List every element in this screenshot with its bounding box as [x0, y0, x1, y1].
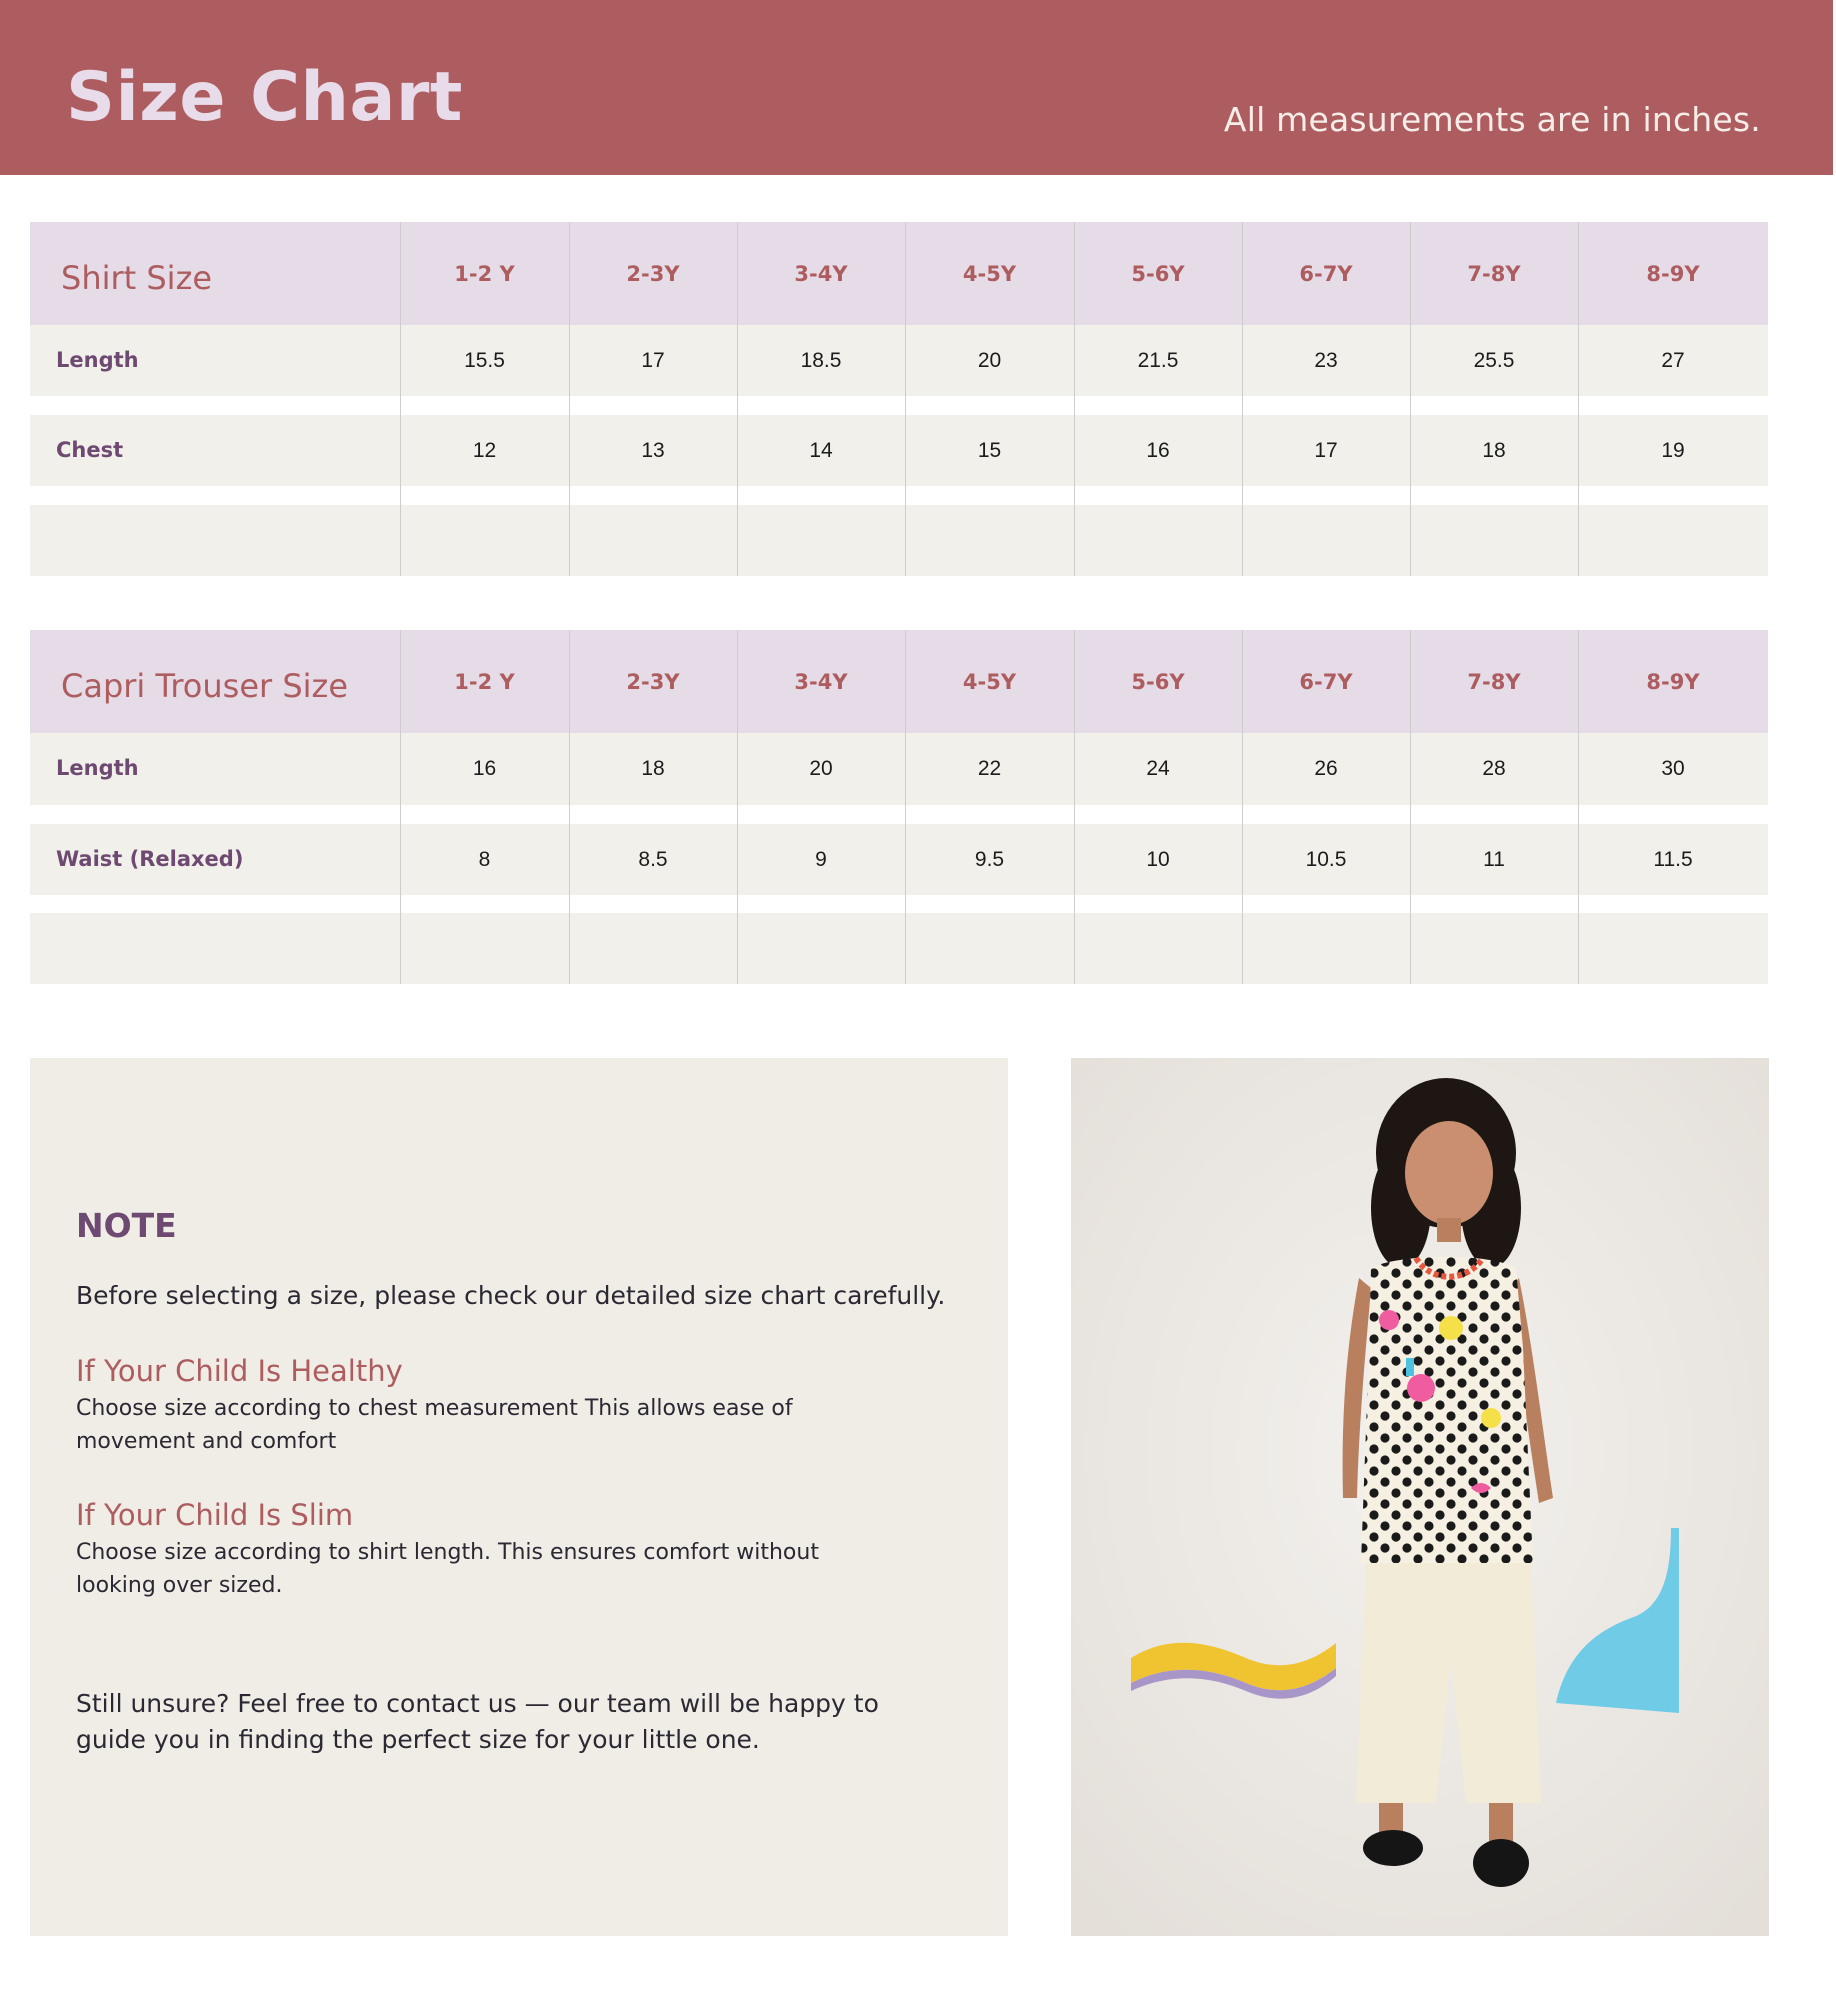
table-row — [30, 824, 1768, 895]
header-banner — [0, 0, 1833, 175]
shirt-size-table — [30, 222, 1768, 576]
table-cell — [1242, 325, 1410, 396]
column-divider — [569, 222, 570, 576]
table-title-cell — [30, 222, 400, 325]
size-label: 6-7Y — [1299, 261, 1353, 286]
table-cell — [1578, 325, 1768, 396]
cell-value: 23 — [1314, 348, 1338, 372]
cell-value: 13 — [641, 438, 665, 462]
table-cell — [905, 733, 1074, 805]
cell-value: 17 — [1314, 438, 1338, 462]
cell-value: 9.5 — [974, 847, 1005, 871]
table-header-row — [30, 630, 1768, 733]
size-header-cell — [1074, 630, 1242, 733]
table-cell — [1410, 733, 1578, 805]
note-intro: Before selecting a size, please check our detailed size chart carefully. — [76, 1281, 946, 1310]
size-label: 2-3Y — [626, 261, 680, 286]
table-cell — [569, 733, 737, 805]
row-label-cell — [30, 733, 400, 805]
cell-value: 27 — [1661, 348, 1685, 372]
size-label: 5-6Y — [1131, 669, 1185, 694]
cell-value: 14 — [809, 438, 833, 462]
column-divider — [569, 630, 570, 984]
table-header-row — [30, 222, 1768, 325]
size-label: 3-4Y — [794, 669, 848, 694]
table-cell — [400, 733, 569, 805]
size-header-cell — [1242, 222, 1410, 325]
table-cell — [737, 733, 905, 805]
cell-value: 15 — [977, 438, 1002, 462]
row-label: Length — [56, 347, 139, 372]
cell-value: 26 — [1314, 757, 1338, 780]
size-header-cell — [400, 222, 569, 325]
note-body-slim: Choose size according to shirt length. This ensures comfort without looking over sized. — [76, 1540, 819, 1598]
size-label: 8-9Y — [1646, 261, 1700, 286]
cell-value: 9 — [815, 847, 827, 871]
note-body-healthy: Choose size according to chest measurement This allows ease of movement and comfort — [76, 1396, 793, 1454]
table-cell — [569, 415, 737, 486]
size-label: 7-8Y — [1467, 261, 1521, 286]
note-heading-slim: If Your Child Is Slim — [76, 1498, 354, 1532]
size-header-cell — [1578, 222, 1768, 325]
model-photo — [1071, 1058, 1769, 1936]
size-header-cell — [1242, 630, 1410, 733]
size-label: 8-9Y — [1646, 669, 1700, 694]
table-cell — [737, 824, 905, 895]
size-header-cell — [569, 630, 737, 733]
size-label: 3-4Y — [794, 261, 848, 286]
cell-value: 12 — [472, 438, 497, 462]
table-cell — [1074, 733, 1242, 805]
table-title: Capri Trouser Size — [61, 666, 349, 705]
table-row — [30, 415, 1768, 486]
column-divider — [400, 630, 401, 984]
size-header-cell — [1410, 630, 1578, 733]
column-divider — [1074, 630, 1075, 984]
table-cell — [737, 415, 905, 486]
column-divider — [400, 222, 401, 576]
column-divider — [1410, 630, 1411, 984]
table-title-cell — [30, 630, 400, 733]
column-divider — [905, 630, 906, 984]
size-label: 2-3Y — [626, 669, 680, 694]
cell-value: 11 — [1483, 847, 1505, 871]
table-cell — [569, 325, 737, 396]
column-divider — [1242, 222, 1243, 576]
cell-value: 21.5 — [1137, 348, 1179, 372]
column-divider — [1242, 630, 1243, 984]
table-cell — [1410, 415, 1578, 486]
size-header-cell — [1410, 222, 1578, 325]
table-cell — [1578, 733, 1768, 805]
table-cell — [1578, 824, 1768, 895]
size-header-cell — [905, 222, 1074, 325]
column-divider — [1074, 222, 1075, 576]
size-label: 4-5Y — [962, 261, 1017, 286]
row-label: Length — [56, 756, 139, 780]
cell-value: 16 — [1146, 438, 1170, 462]
size-label: 1-2 Y — [454, 669, 515, 694]
cell-value: 28 — [1482, 757, 1506, 780]
table-cell — [1242, 824, 1410, 895]
table-row — [30, 733, 1768, 805]
table-cell — [1242, 733, 1410, 805]
table-cell — [905, 824, 1074, 895]
page-title: Size Chart — [66, 58, 463, 137]
row-label-cell — [30, 824, 400, 895]
table-cell — [1074, 415, 1242, 486]
column-divider — [737, 222, 738, 576]
cell-value: 16 — [472, 757, 497, 780]
size-label: 7-8Y — [1467, 669, 1521, 694]
cell-value: 11.5 — [1653, 847, 1693, 871]
row-label: Chest — [56, 437, 124, 462]
column-divider — [737, 630, 738, 984]
row-label-cell — [30, 325, 400, 396]
cell-value: 24 — [1146, 757, 1170, 780]
size-header-cell — [1074, 222, 1242, 325]
measurement-unit-note: All measurements are in inches. — [1223, 100, 1761, 139]
cell-value: 30 — [1661, 757, 1685, 780]
cell-value: 19 — [1661, 438, 1685, 462]
table-cell — [1578, 415, 1768, 486]
table-cell — [1242, 415, 1410, 486]
table-cell — [737, 325, 905, 396]
column-divider — [1410, 222, 1411, 576]
table-row — [30, 325, 1768, 396]
size-header-cell — [737, 222, 905, 325]
cell-value: 8 — [478, 847, 491, 871]
note-contact-text: Still unsure? Feel free to contact us — our team will be happy to guide you in finding the perfect size for your little one. — [76, 1689, 879, 1754]
column-divider — [1578, 222, 1579, 576]
size-header-cell — [1578, 630, 1768, 733]
size-label: 4-5Y — [962, 669, 1017, 694]
table-cell — [400, 415, 569, 486]
capri-trouser-size-table — [30, 630, 1768, 984]
cell-value: 17 — [641, 348, 665, 372]
cell-value: 22 — [977, 757, 1002, 780]
table-cell — [400, 824, 569, 895]
child-model-illustration — [1071, 1058, 1769, 1936]
cell-value: 10 — [1146, 847, 1170, 871]
note-panel — [30, 1058, 1008, 1936]
size-header-cell — [569, 222, 737, 325]
cell-value: 20 — [809, 757, 833, 780]
note-title: NOTE — [76, 1206, 177, 1245]
size-label: 1-2 Y — [454, 261, 515, 286]
cell-value: 20 — [977, 348, 1002, 372]
cell-value: 25.5 — [1473, 348, 1515, 372]
cell-value: 8.5 — [638, 847, 668, 871]
table-title: Shirt Size — [61, 258, 213, 297]
cell-value: 18 — [641, 757, 665, 780]
cell-value: 10.5 — [1305, 847, 1347, 871]
size-label: 5-6Y — [1131, 261, 1185, 286]
table-cell — [1410, 325, 1578, 396]
size-header-cell — [400, 630, 569, 733]
table-cell — [905, 325, 1074, 396]
cell-value: 18 — [1482, 438, 1506, 462]
table-cell — [1074, 824, 1242, 895]
column-divider — [905, 222, 906, 576]
row-label: Waist (Relaxed) — [56, 846, 244, 871]
table-cell — [400, 325, 569, 396]
size-header-cell — [737, 630, 905, 733]
table-cell — [569, 824, 737, 895]
note-heading-healthy: If Your Child Is Healthy — [76, 1354, 403, 1388]
size-label: 6-7Y — [1299, 669, 1353, 694]
table-row-empty — [30, 913, 1768, 984]
table-cell — [1410, 824, 1578, 895]
table-cell — [905, 415, 1074, 486]
cell-value: 18.5 — [800, 348, 842, 372]
column-divider — [1578, 630, 1579, 984]
cell-value: 15.5 — [464, 348, 505, 372]
table-cell — [1074, 325, 1242, 396]
row-label-cell — [30, 415, 400, 486]
table-row-empty — [30, 505, 1768, 576]
size-header-cell — [905, 630, 1074, 733]
